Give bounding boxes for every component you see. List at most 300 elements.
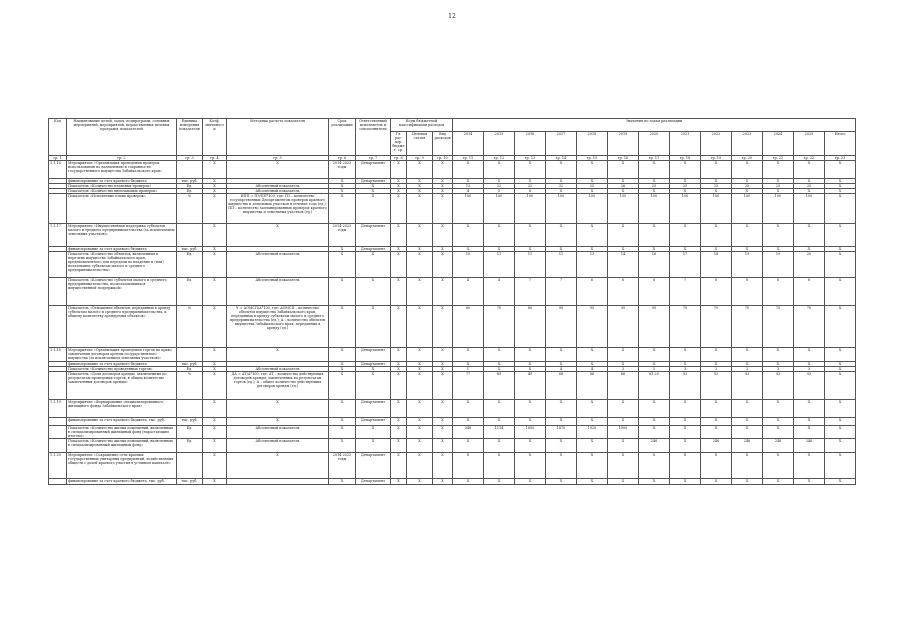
table-cell: Х: [329, 372, 356, 400]
table-cell: Х: [577, 224, 608, 247]
table-cell: Х: [670, 161, 701, 179]
table-cell: Х: [639, 161, 670, 179]
table-cell: 1.1.18: [49, 348, 67, 362]
page-number: 12: [448, 13, 456, 20]
row-method-cell: Х: [227, 418, 329, 426]
table-cell: Х: [203, 247, 227, 252]
table-cell: Департамент: [356, 362, 391, 367]
table-cell: 25: [701, 184, 732, 189]
table-cell: Х: [608, 179, 639, 184]
table-cell: Х: [794, 479, 825, 485]
table-cell: Х: [670, 179, 701, 184]
table-row: [49, 348, 856, 362]
table-cell: Х: [203, 161, 227, 179]
table-cell: 93: [670, 372, 701, 400]
column-number: гр. 12: [484, 156, 515, 161]
table-cell: тыс. руб.: [177, 247, 203, 252]
table-cell: Х: [356, 439, 391, 453]
row-name-cell: Показатель «Количество субъектов малого и среднего предпринимательства, воспользовавшихся имущественной поддержкой»: [67, 278, 177, 306]
table-cell: Х: [794, 161, 825, 179]
table-cell: 25: [639, 184, 670, 189]
table-cell: Х: [794, 224, 825, 247]
table-cell: Х: [453, 479, 484, 485]
table-cell: 100: [794, 194, 825, 224]
table-cell: Х: [825, 362, 856, 367]
table-cell: Х: [701, 362, 732, 367]
table-cell: 6: [608, 278, 639, 306]
table-cell: Х: [329, 194, 356, 224]
table-cell: Х: [546, 247, 577, 252]
column-number: гр. 3: [177, 156, 203, 161]
table-cell: Х: [794, 247, 825, 252]
table-cell: Х: [670, 247, 701, 252]
table-cell: Х: [433, 189, 453, 194]
column-number: гр. 23: [825, 156, 856, 161]
table-cell: Х: [391, 479, 407, 485]
table-cell: тыс. руб.: [177, 418, 203, 426]
table-cell: Х: [407, 189, 433, 194]
table-cell: Х: [794, 179, 825, 184]
table-cell: Х: [407, 184, 433, 189]
table-cell: [49, 426, 67, 439]
table-cell: Х: [391, 224, 407, 247]
table-cell: Х: [203, 179, 227, 184]
table-cell: 1.1.16: [49, 161, 67, 179]
row-name-cell: финансирование за счет краевого бюджета: [67, 362, 177, 367]
table-cell: Х: [407, 439, 433, 453]
table-cell: Х: [608, 479, 639, 485]
table-cell: Х: [515, 247, 546, 252]
table-cell: 6: [639, 278, 670, 306]
table-cell: Х: [391, 453, 407, 479]
table-cell: Х: [329, 184, 356, 189]
header-period: Срок реализации: [329, 119, 356, 156]
table-cell: Х: [203, 426, 227, 439]
table-cell: 1650: [515, 426, 546, 439]
table-cell: Х: [453, 348, 484, 362]
table-cell: Х: [329, 418, 356, 426]
table-cell: Х: [203, 194, 227, 224]
table-cell: Х: [577, 479, 608, 485]
table-cell: Х: [391, 161, 407, 179]
row-method-cell: Абсолютный показатель: [227, 439, 329, 453]
table-cell: Х: [391, 367, 407, 372]
table-cell: Х: [639, 426, 670, 439]
table-cell: Х: [329, 252, 356, 278]
table-cell: Х: [453, 418, 484, 426]
table-cell: Х: [732, 362, 763, 367]
table-cell: Х: [453, 161, 484, 179]
table-cell: Ед.: [177, 278, 203, 306]
table-cell: Х: [203, 189, 227, 194]
header-code: Код: [49, 119, 67, 156]
table-cell: Х: [433, 161, 453, 179]
column-number: гр. 10: [433, 156, 453, 161]
table-cell: [177, 453, 203, 479]
table-cell: Х: [825, 161, 856, 179]
header-bk-sub: Гл. рас-пор. бюджет. ср.: [391, 132, 407, 156]
table-cell: Х: [433, 306, 453, 348]
table-cell: Х: [203, 400, 227, 418]
table-cell: Х: [825, 252, 856, 278]
table-cell: Х: [484, 247, 515, 252]
table-cell: 80: [515, 306, 546, 348]
table-cell: Х: [701, 179, 732, 184]
table-cell: Х: [433, 247, 453, 252]
table-cell: Х: [433, 179, 453, 184]
table-cell: Х: [391, 426, 407, 439]
table-cell: [49, 479, 67, 485]
table-cell: 246: [732, 439, 763, 453]
table-cell: Х: [484, 400, 515, 418]
table-cell: Х: [701, 189, 732, 194]
table-cell: Х: [825, 189, 856, 194]
table-cell: 4: [484, 278, 515, 306]
table-row: [49, 479, 856, 485]
table-cell: 1.1.17: [49, 224, 67, 247]
row-method-cell: У = АОМСП/А*100, где: АОМСП – количество объектов имущества Забайкальского края, переданных в аренду субъектам малого и среднего предпринимательства (ед.); А – количество объектов имущества Забайкальского края, переданных в аренду (ед.): [227, 306, 329, 348]
table-cell: 1920: [577, 426, 608, 439]
table-cell: Х: [515, 179, 546, 184]
table-cell: Ед.: [177, 189, 203, 194]
table-cell: [177, 348, 203, 362]
table-cell: Х: [732, 247, 763, 252]
table-cell: 70: [732, 306, 763, 348]
header-year: 2018: [577, 132, 608, 156]
table-cell: Х: [407, 179, 433, 184]
table-cell: Х: [433, 278, 453, 306]
header-year: 2023: [732, 132, 763, 156]
table-cell: Х: [732, 479, 763, 485]
table-cell: 25: [670, 184, 701, 189]
table-cell: Х: [763, 189, 794, 194]
table-cell: Х: [825, 247, 856, 252]
header-values: Значения по годам реализации: [453, 119, 856, 132]
row-method-cell: Абсолютный показатель: [227, 278, 329, 306]
table-cell: Х: [356, 184, 391, 189]
table-cell: [177, 400, 203, 418]
table-cell: Х: [701, 224, 732, 247]
table-cell: Х: [329, 439, 356, 453]
table-cell: Х: [203, 367, 227, 372]
table-cell: Х: [825, 439, 856, 453]
table-cell: 26: [608, 184, 639, 189]
table-cell: Х: [203, 418, 227, 426]
table-cell: Х: [639, 362, 670, 367]
table-cell: Х: [391, 362, 407, 367]
table-cell: Ед.: [177, 426, 203, 439]
table-cell: Х: [546, 189, 577, 194]
table-cell: Х: [825, 479, 856, 485]
header-year: 2021: [670, 132, 701, 156]
header-bk-sub: Вид расходов: [433, 132, 453, 156]
table-cell: Х: [825, 306, 856, 348]
row-name-cell: Показатель «Исполнение плана проверок»: [67, 194, 177, 224]
row-name-cell: Мероприятие «Сокращение сети краевых государственных унитарных предприятий, хозяйственных обществ с долей краевого участия в уставном капитале»: [67, 453, 177, 479]
table-cell: Х: [329, 400, 356, 418]
row-name-cell: Показатель «Количество жилых помещений, включенных в специализированный жилищный фонд (нарастающим итогом)»: [67, 426, 177, 439]
table-cell: %: [177, 194, 203, 224]
table-cell: Х: [329, 426, 356, 439]
table-cell: Х: [825, 400, 856, 418]
table-cell: Х: [203, 479, 227, 485]
table-cell: Х: [701, 418, 732, 426]
table-cell: Х: [203, 252, 227, 278]
table-cell: 100: [608, 194, 639, 224]
table-cell: тыс. руб.: [177, 362, 203, 367]
table-cell: Х: [825, 348, 856, 362]
row-name-cell: Показатель «Количество проведенных торгов»: [67, 367, 177, 372]
table-cell: 1: [453, 367, 484, 372]
table-cell: Х: [433, 439, 453, 453]
table-row: [49, 252, 856, 278]
table-cell: Х: [763, 362, 794, 367]
table-cell: Х: [356, 426, 391, 439]
table-cell: Х: [825, 278, 856, 306]
table-cell: Х: [203, 362, 227, 367]
table-cell: Х: [329, 179, 356, 184]
table-cell: Х: [515, 367, 546, 372]
table-cell: 100: [732, 194, 763, 224]
table-cell: Х: [763, 247, 794, 252]
table-cell: Х: [391, 372, 407, 400]
table-cell: Х: [763, 479, 794, 485]
row-method-cell: ИПП = ПЗ/ПП*100, где: ПЗ – количество государственных Департаментом проверок краевого имущества и земельных участков в течение года (ед.); ПП – количество запланированных проверок краевого имущества и земельных участков (ед.): [227, 194, 329, 224]
table-cell: Х: [453, 179, 484, 184]
table-header: [49, 119, 856, 156]
table-cell: 246: [794, 439, 825, 453]
table-cell: Х: [608, 453, 639, 479]
table-cell: Х: [825, 372, 856, 400]
table-cell: Х: [407, 278, 433, 306]
column-number: гр. 16: [608, 156, 639, 161]
table-cell: Департамент: [356, 179, 391, 184]
table-cell: Х: [639, 247, 670, 252]
row-name-cell: Показатель «Количество плановых проверок»: [67, 184, 177, 189]
table-cell: 77: [453, 372, 484, 400]
table-cell: 3: [639, 367, 670, 372]
table-cell: Х: [794, 453, 825, 479]
table-cell: Х: [639, 224, 670, 247]
row-method-cell: Х: [227, 453, 329, 479]
table-cell: Х: [484, 453, 515, 479]
table-cell: 1870: [546, 426, 577, 439]
table-cell: 70: [701, 306, 732, 348]
table-cell: Х: [670, 362, 701, 367]
table-cell: Х: [484, 439, 515, 453]
table-cell: 89: [484, 372, 515, 400]
table-cell: тыс. руб.: [177, 479, 203, 485]
table-cell: 246: [701, 439, 732, 453]
table-cell: Х: [577, 161, 608, 179]
table-cell: Х: [546, 453, 577, 479]
table-cell: Х: [203, 348, 227, 362]
header-year: 2024: [763, 132, 794, 156]
table-cell: тыс. руб.: [177, 179, 203, 184]
table-cell: 100: [701, 194, 732, 224]
table-cell: 32: [546, 184, 577, 189]
header-year: 2022: [701, 132, 732, 156]
table-cell: 3: [794, 367, 825, 372]
table-cell: Х: [794, 426, 825, 439]
table-cell: Х: [546, 224, 577, 247]
table-cell: Х: [670, 439, 701, 453]
row-name-cell: Показатель «Количество внеплановых проверок»: [67, 189, 177, 194]
table-cell: 16: [639, 252, 670, 278]
table-cell: [49, 252, 67, 278]
column-number: гр. 21: [763, 156, 794, 161]
table-cell: Х: [433, 426, 453, 439]
table-cell: 1900: [608, 426, 639, 439]
table-cell: Х: [701, 400, 732, 418]
table-row: [49, 224, 856, 247]
table-row: [49, 278, 856, 306]
table-cell: 4: [577, 367, 608, 372]
table-cell: Х: [639, 189, 670, 194]
header-unit: Единица измерения показателя: [177, 119, 203, 156]
row-name-cell: финансирование за счет краевого бюджета, тыс. руб.: [67, 418, 177, 426]
table-cell: Х: [825, 194, 856, 224]
table-cell: 7: [670, 278, 701, 306]
table-cell: Х: [391, 247, 407, 252]
table-row: [49, 400, 856, 418]
table-cell: 348: [453, 426, 484, 439]
table-cell: Х: [515, 453, 546, 479]
table-cell: 100: [577, 194, 608, 224]
table-cell: Департамент: [356, 348, 391, 362]
table-cell: Х: [391, 184, 407, 189]
table-cell: Х: [825, 224, 856, 247]
table-cell: 66: [608, 372, 639, 400]
table-row: [49, 426, 856, 439]
column-number: гр. 15: [577, 156, 608, 161]
table-cell: %: [177, 372, 203, 400]
table-cell: Х: [763, 400, 794, 418]
table-cell: Х: [407, 372, 433, 400]
table-cell: Х: [484, 479, 515, 485]
table-cell: Х: [577, 247, 608, 252]
row-method-cell: Х: [227, 161, 329, 179]
table-cell: 100: [546, 194, 577, 224]
table-cell: Х: [608, 247, 639, 252]
table-cell: Х: [546, 362, 577, 367]
table-cell: 70: [794, 306, 825, 348]
table-cell: Ед.: [177, 439, 203, 453]
table-cell: 3: [608, 367, 639, 372]
table-cell: 100: [670, 194, 701, 224]
table-cell: 7: [546, 278, 577, 306]
table-cell: Х: [608, 189, 639, 194]
table-cell: 66: [577, 372, 608, 400]
table-cell: Х: [391, 278, 407, 306]
column-number: гр. 8: [391, 156, 407, 161]
table-cell: Х: [203, 184, 227, 189]
table-cell: Х: [433, 224, 453, 247]
table-cell: Х: [732, 426, 763, 439]
table-cell: Х: [825, 179, 856, 184]
table-cell: Х: [407, 479, 433, 485]
table-cell: 95: [577, 306, 608, 348]
table-cell: Х: [639, 479, 670, 485]
table-cell: 25: [763, 184, 794, 189]
table-cell: 49: [515, 372, 546, 400]
table-cell: Х: [433, 362, 453, 367]
table-cell: Х: [515, 418, 546, 426]
table-cell: Х: [825, 184, 856, 189]
column-number: гр. 17: [639, 156, 670, 161]
header-year: 2016: [515, 132, 546, 156]
table-cell: 2014-2025 годы: [329, 161, 356, 179]
column-number: гр. 11: [453, 156, 484, 161]
column-number: гр. 20: [732, 156, 763, 161]
row-method-cell: Х: [227, 400, 329, 418]
table-cell: 13: [577, 252, 608, 278]
table-cell: Х: [453, 247, 484, 252]
header-year: 2019: [608, 132, 639, 156]
table-cell: 68: [546, 372, 577, 400]
table-cell: Х: [356, 306, 391, 348]
header-total: Итого: [825, 132, 856, 156]
table-cell: Х: [433, 418, 453, 426]
table-cell: Департамент: [356, 224, 391, 247]
row-name-cell: финансирование за счет краевого бюджета, тыс. руб.: [67, 479, 177, 485]
row-method-cell: Х: [227, 224, 329, 247]
program-indicators-table: [48, 118, 856, 485]
row-method-cell: Абсолютный показатель: [227, 367, 329, 372]
table-cell: Х: [608, 161, 639, 179]
table-cell: Х: [670, 224, 701, 247]
header-method: Методика расчета показателя: [227, 119, 329, 156]
column-number: гр. 7: [356, 156, 391, 161]
table-body: [49, 156, 856, 485]
table-cell: 60: [453, 306, 484, 348]
table-cell: 1114: [484, 426, 515, 439]
table-cell: Х: [329, 367, 356, 372]
table-cell: Х: [515, 479, 546, 485]
table-cell: Х: [639, 179, 670, 184]
table-cell: Департамент: [356, 161, 391, 179]
table-cell: Х: [670, 426, 701, 439]
table-cell: Х: [608, 400, 639, 418]
table-cell: Х: [546, 439, 577, 453]
table-cell: Х: [407, 252, 433, 278]
table-cell: Х: [407, 194, 433, 224]
table-cell: Х: [732, 418, 763, 426]
table-row: [49, 418, 856, 426]
table-cell: Х: [356, 372, 391, 400]
table-cell: 3: [670, 367, 701, 372]
table-cell: Х: [433, 184, 453, 189]
table-cell: Х: [453, 224, 484, 247]
table-cell: Департамент: [356, 418, 391, 426]
table-cell: Х: [433, 400, 453, 418]
table-cell: [177, 161, 203, 179]
table-cell: Х: [391, 348, 407, 362]
table-cell: Х: [407, 418, 433, 426]
table-cell: Департамент: [356, 400, 391, 418]
table-cell: Х: [407, 247, 433, 252]
table-cell: Х: [391, 439, 407, 453]
table-cell: 10: [453, 252, 484, 278]
table-cell: Х: [763, 348, 794, 362]
header-year: 2015: [484, 132, 515, 156]
row-method-cell: Абсолютный показатель: [227, 252, 329, 278]
table-cell: Х: [203, 278, 227, 306]
table-cell: Х: [515, 161, 546, 179]
table-cell: Х: [825, 426, 856, 439]
table-cell: 20: [794, 252, 825, 278]
table-cell: 6: [577, 278, 608, 306]
